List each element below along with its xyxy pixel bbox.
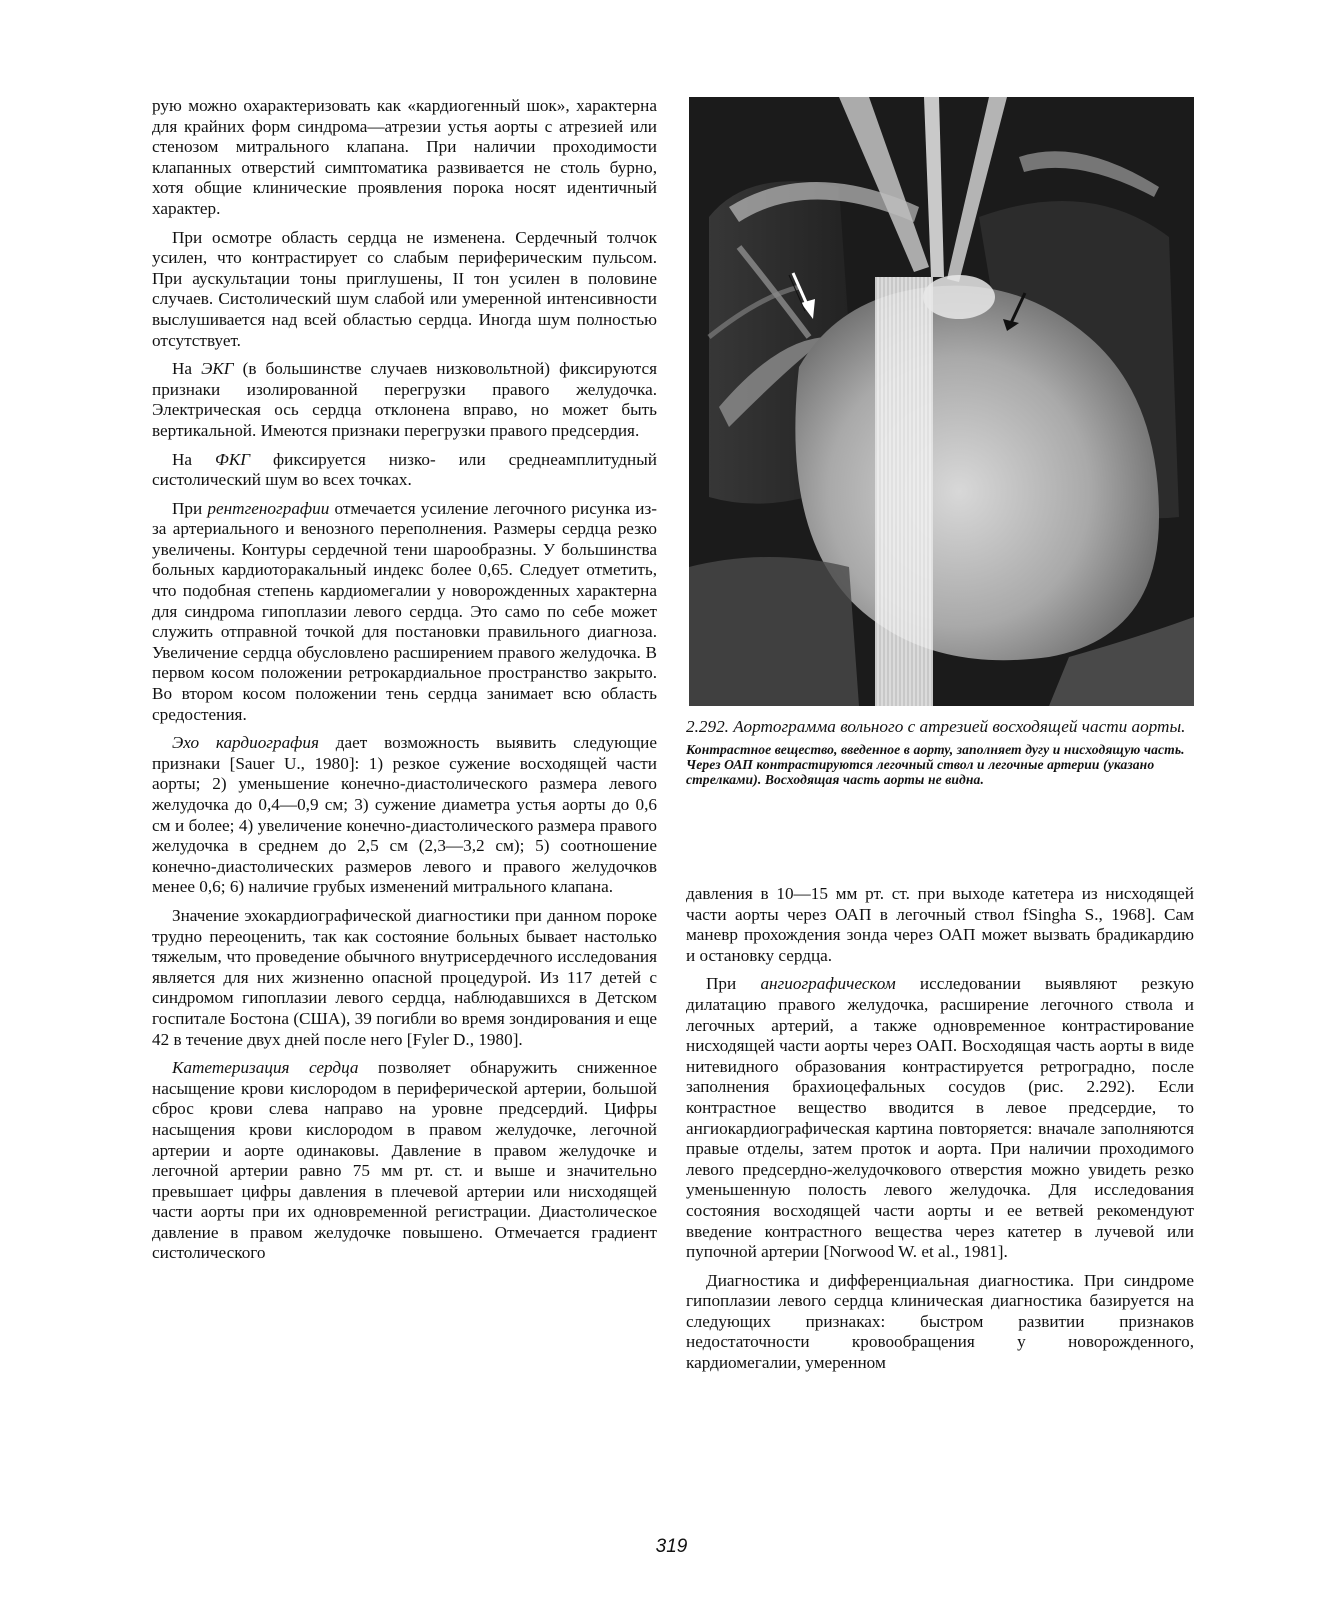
paragraph-pcg: На ФКГ фиксируется низко- или среднеамплитудный систолический шум во всех точках. <box>152 449 657 490</box>
paragraph-angiography: При ангиографическом исследовании выявляют резкую дилатацию правого желудочка, расширение легочного ствола и легочных артерий, а также одновременное контрастирование нисходящей части аорты через ОАП. Восходящая часть аорты в виде нитевидного образования контрастируется ретроградно, после заполнения брахиоцефальных сосудов (рис. 2.292). Если контрастное вещество вводится в левое предсердие, то ангиокардиографическая картина повторяется: вначале заполняются правые отделы, затем проток и аорта. При наличии проходимого левого предсердно-желудочкового отверстия можно увидеть резко уменьшенную полость левого желудочка. Для исследования состояния восходящей части аорты и ее ветвей рекомендуют введение контрастного вещества через катетер в лучевой или пупочной артерии [Norwood W. et al., 1981]. <box>686 974 1195 1262</box>
term-xray: рентгенографии <box>207 498 330 518</box>
term-pcg: ФКГ <box>215 449 251 469</box>
term-echo: Эхо кардиография <box>172 733 319 753</box>
aortogram-image <box>689 97 1194 706</box>
caption-body: Контрастное вещество, введенное в аорту, заполняет дугу и нисходящую часть. Через ОАП контрастируются легочный ствол и легочные артерии (указано стрелками). Восходящая часть аорты не видна. <box>686 742 1185 787</box>
right-column <box>686 884 1194 1382</box>
paragraph-xray: При рентгенографии отмечается усиление легочного рисунка из-за артериального и венозного переполнения. Размеры сердца резко увеличены. Контуры сердечной тени шарообразны. У большинства больных кардиоторакальный индекс более 0,65. Следует отметить, что подобная степень кардиомегалии у новорожденных характерна для синдрома гипоплазии левого сердца. Это само по себе может служить отправной точкой для постановки правильного диагноза. Увеличение сердца обусловлено расширением правого желудочка. В первом косом положении ретрокардиальное пространство закрыто. Во втором косом положении тень сердца занимает всю область средостения. <box>152 498 658 724</box>
term-angiography: ангиографическом <box>760 974 896 994</box>
paragraph-echo-value: Значение эхокардиографической диагностики при данном пороке трудно переоценить, так как состояние больных бывает настолько тяжелым, что проведение обычного внутрисердечного исследования является для них жизненно опасной процедурой. Из 117 детей с синдромом гипоплазии левого сердца, наблюдавшихся в Детском госпитале Бостона (США), 39 погибли во время зондирования и еще 42 в течение двух дней после него [Fyler D., 1980]. <box>152 905 657 1049</box>
paragraph-pressure: давления в 10—15 мм рт. ст. при выходе катетера из нисходящей части аорты через ОАП в легочный ствол fSingha S., 1968]. Сам маневр прохождения зонда через ОАП может вызвать брадикардию и остановку сердца. <box>686 884 1194 965</box>
aortogram-illustration <box>689 97 1194 706</box>
caption-title: 2.292. Аортограмма вольного с атрезией восходящей части аорты. <box>686 717 1186 736</box>
term-catheterization: Катетеризация сердца <box>172 1058 359 1078</box>
figure-caption <box>686 717 1198 787</box>
paragraph-intro: рую можно охарактеризовать как «кардиогенный шок», характерна для крайних форм синдрома—атрезии устья аорты с атрезией или стенозом митрального клапана. При наличии проходимости клапанных отверстий симптоматика развивается не столь бурно, хотя общие клинические проявления порока носят идентичный характер. <box>152 96 657 218</box>
left-column <box>152 96 657 1272</box>
paragraph-diagnostics: Диагностика и дифференциальная диагностика. При синдроме гипоплазии левого сердца клиническая диагностика базируется на следующих признаках: быстром развитии признаков недостаточности кровообращения у новорожденного, кардиомегалии, умеренном <box>686 1270 1194 1373</box>
page-number: 319 <box>655 1536 688 1557</box>
paragraph-echo: Эхо кардиография дает возможность выявить следующие признаки [Sauer U., 1980]: 1) резкое сужение восходящей части аорты; 2) уменьшение конечно-диастолического размера левого желудочка до 0,4—0,9 см; 3) сужение диаметра устья аорты до 0,6 см и более; 4) увеличение конечно-диастолического размера правого желудочка в среднем до 2,5 см (2,3—3,2 см); 5) соотношение конечно-диастолических размеров левого и правого желудочков менее 0,6; 6) наличие грубых изменений митрального клапана. <box>152 733 657 897</box>
paragraph-examination: При осмотре область сердца не изменена. Сердечный толчок усилен, что контрастирует со слабым периферическим пульсом. При аускультации тоны приглушены, II тон усилен в половине случаев. Систолический шум слабой или умеренной интенсивности выслушивается над всей областью сердца. Иногда шум полностью отсутствует. <box>152 227 657 350</box>
paragraph-catheterization: Катетеризация сердца позволяет обнаружить сниженное насыщение крови кислородом в периферической артерии, большой сброс крови слева направо на уровне предсердий. Цифры насыщения крови кислородом в правом желудочке, легочной артерии и аорте одинаковы. Давление в правом желудочке и легочной артерии равно 75 мм рт. ст. и выше и значительно превышает цифры давления в плечевой артерии или нисходящей части аорты при их одновременной регистрации. Диастолическое давление в правом желудочке повышено. Отмечается градиент систолического <box>152 1058 658 1263</box>
paragraph-ecg: На ЭКГ (в большинстве случаев низковольтной) фиксируются признаки изолированной перегрузки правого желудочка. Электрическая ось сердца отклонена вправо, но может быть вертикальной. Имеются признаки перегрузки правого предсердия. <box>152 359 657 440</box>
term-ecg: ЭКГ <box>201 359 234 379</box>
